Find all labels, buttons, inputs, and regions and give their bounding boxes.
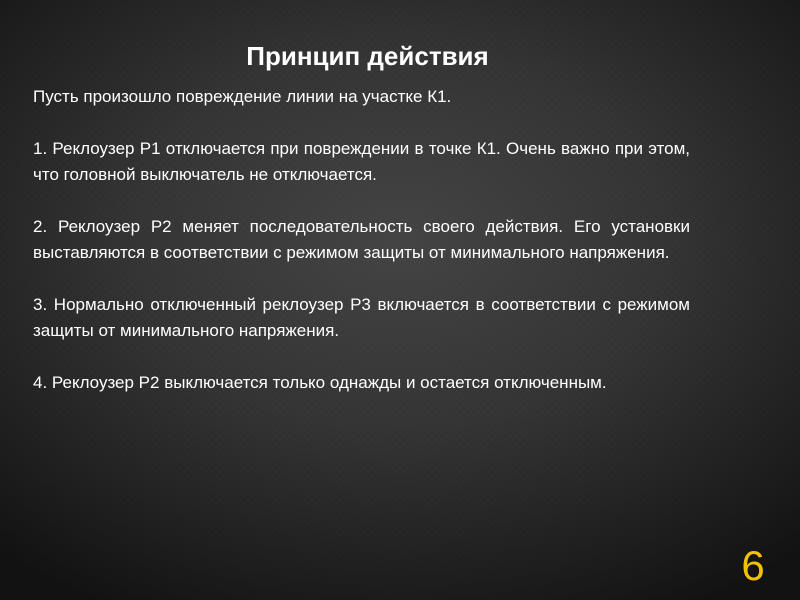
paragraph-4: 4. Реклоузер Р2 выключается только однажды и остается отключенным. <box>33 373 607 392</box>
page-number: 6 <box>741 542 765 589</box>
slide-title: Принцип действия <box>246 41 489 71</box>
paragraph-3: 3. Нормально отключенный реклоузер Р3 включается в соответствии с режимом защиты от минимального напряжения. <box>33 295 690 340</box>
paragraph-2: 2. Реклоузер Р2 меняет последовательность своего действия. Его установки выставляются в соответствии с режимом защиты от минимального напряжения. <box>33 217 690 262</box>
paragraph-1: 1. Реклоузер Р1 отключается при повреждении в точке К1. Очень важно при этом, что головной выключатель не отключается. <box>33 139 690 184</box>
slide-body <box>33 84 690 396</box>
intro-text: Пусть произошло повреждение линии на участке К1. <box>33 87 452 106</box>
